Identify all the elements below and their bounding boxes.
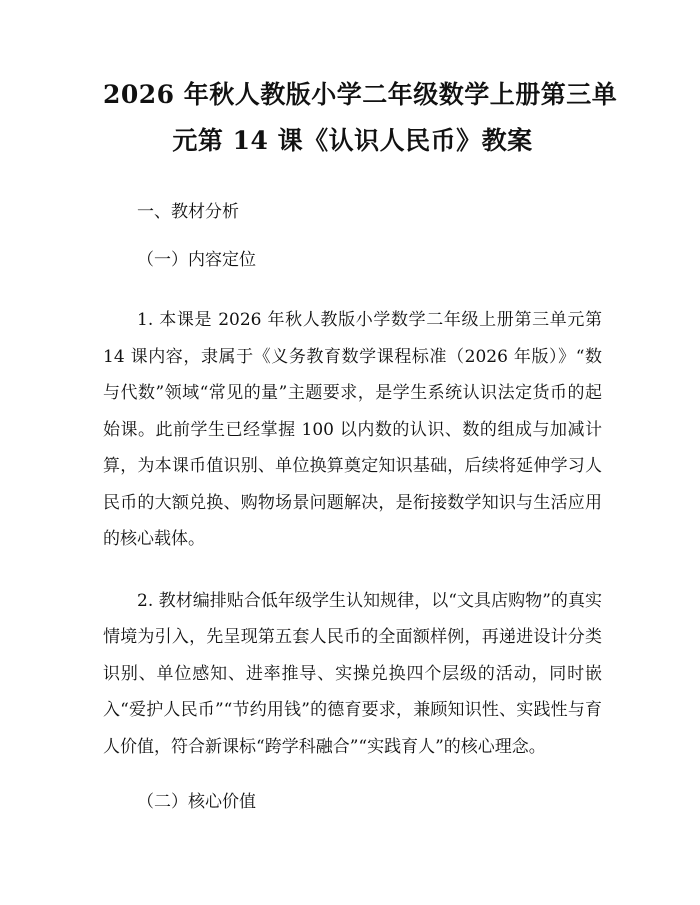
document-title-line-1: 2026 年秋人教版小学二年级数学上册第三单 bbox=[103, 80, 618, 109]
subsection-heading-content-positioning: （一）内容定位 bbox=[137, 250, 256, 270]
paragraph-2: 2. 教材编排贴合低年级学生认知规律，以“文具店购物”的真实情境为引入，先呈现第五套人民币的全面额样例，再递进设计分类识别、单位感知、进率推导、实操兑换四个层级的活动，同时嵌入“爱护人民币”“节约用钱”的德育要求，兼顾知识性、实践性与育人价值，符合新课标“跨学科融合”“实践育人”的核心理念。 bbox=[103, 590, 602, 757]
document-title bbox=[103, 72, 618, 164]
document-title-line-2: 元第 14 课《认识人民币》教案 bbox=[172, 126, 533, 155]
subsection-heading-core-value: （二）核心价值 bbox=[137, 792, 256, 812]
section-heading-textbook-analysis: 一、教材分析 bbox=[137, 202, 239, 222]
paragraph-1: 1. 本课是 2026 年秋人教版小学数学二年级上册第三单元第 14 课内容，隶属于《义务教育数学课程标准（2026 年版）》“数与代数”领域“常见的量”主题要求，是学生系统认识法定货币的起始课。此前学生已经掌握 100 以内数的认识、数的组成与加减计算，为本课币值识别、单位换算奠定知识基础，后续将延伸学习人民币的大额兑换、购物场景问题解决，是衔接数学知识与生活应用的核心载体。 bbox=[103, 310, 602, 549]
